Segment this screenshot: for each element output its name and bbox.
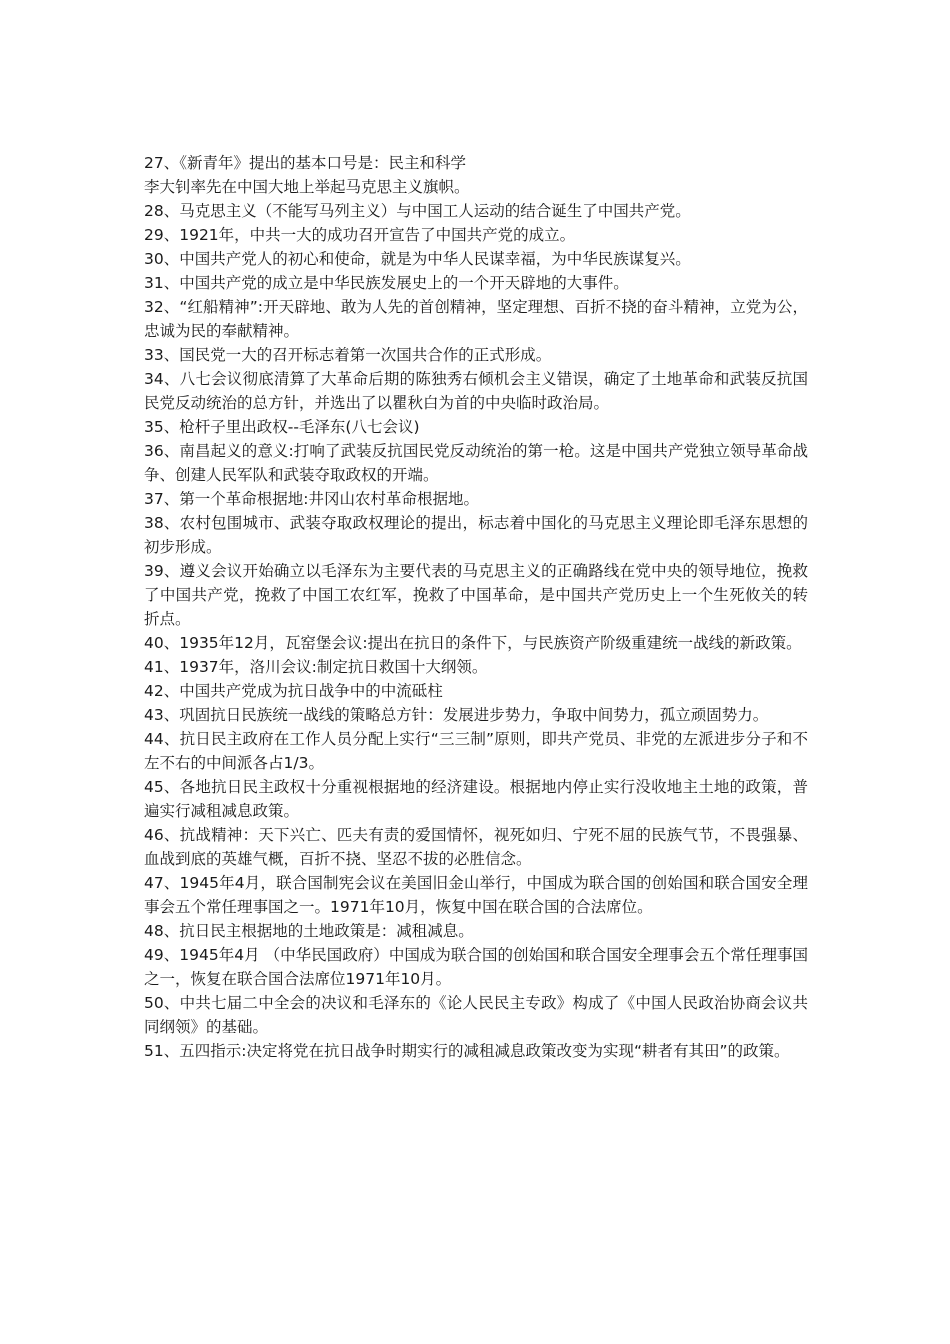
paragraph-27: 27、《新青年》提出的基本口号是：民主和科学: [144, 154, 466, 172]
paragraph-40: 40、1935年12月，瓦窑堡会议:提出在抗日的条件下，与民族资产阶级重建统一战线的新政策。: [144, 634, 802, 652]
paragraph-27-continued: 李大钊率先在中国大地上举起马克思主义旗帜。: [144, 178, 470, 196]
paragraph-42: 42、中国共产党成为抗日战争中的中流砥柱: [144, 682, 443, 700]
paragraph-44: 44、抗日民主政府在工作人员分配上实行“三三制”原则，即共产党员、非党的左派进步分子和不左不右的中间派各占1/3。: [144, 730, 808, 772]
paragraph-35: 35、枪杆子里出政权--毛泽东(八七会议): [144, 418, 420, 436]
paragraph-43: 43、巩固抗日民族统一战线的策略总方针：发展进步势力，争取中间势力，孤立顽固势力。: [144, 706, 769, 724]
document-body: [144, 151, 808, 1063]
paragraph-46: 46、抗战精神：天下兴亡、匹夫有责的爱国情怀，视死如归、宁死不屈的民族气节，不畏强暴、血战到底的英雄气概，百折不挠、坚忍不拔的必胜信念。: [144, 826, 808, 868]
paragraph-34: 34、八七会议彻底清算了大革命后期的陈独秀右倾机会主义错误，确定了土地革命和武装反抗国民党反动统治的总方针，并选出了以瞿秋白为首的中央临时政治局。: [144, 370, 808, 412]
paragraph-36: 36、南昌起义的意义:打响了武装反抗国民党反动统治的第一枪。这是中国共产党独立领导革命战争、创建人民军队和武装夺取政权的开端。: [144, 442, 808, 484]
paragraph-45: 45、各地抗日民主政权十分重视根据地的经济建设。根据地内停止实行没收地主土地的政策，普遍实行减租减息政策。: [144, 778, 808, 820]
paragraph-48: 48、抗日民主根据地的土地政策是：减租减息。: [144, 922, 474, 940]
paragraph-33: 33、国民党一大的召开标志着第一次国共合作的正式形成。: [144, 346, 552, 364]
paragraph-37: 37、第一个革命根据地:井冈山农村革命根据地。: [144, 490, 479, 508]
paragraph-47: 47、1945年4月，联合国制宪会议在美国旧金山举行，中国成为联合国的创始国和联合国安全理事会五个常任理事国之一。1971年10月，恢复中国在联合国的合法席位。: [144, 874, 808, 916]
paragraph-39: 39、遵义会议开始确立以毛泽东为主要代表的马克思主义的正确路线在党中央的领导地位，挽救了中国共产党，挽救了中国工农红军，挽救了中国革命，是中国共产党历史上一个生死攸关的转折点。: [144, 562, 808, 628]
paragraph-31: 31、中国共产党的成立是中华民族发展史上的一个开天辟地的大事件。: [144, 274, 629, 292]
paragraph-32: 32、“红船精神”:开天辟地、敢为人先的首创精神，坚定理想、百折不挠的奋斗精神，立党为公，忠诚为民的奉献精神。: [144, 298, 808, 340]
paragraph-29: 29、1921年，中共一大的成功召开宣告了中国共产党的成立。: [144, 226, 576, 244]
paragraph-41: 41、1937年，洛川会议:制定抗日救国十大纲领。: [144, 658, 488, 676]
paragraph-38: 38、农村包围城市、武装夺取政权理论的提出，标志着中国化的马克思主义理论即毛泽东思想的初步形成。: [144, 514, 808, 556]
paragraph-30: 30、中国共产党人的初心和使命，就是为中华人民谋幸福，为中华民族谋复兴。: [144, 250, 691, 268]
paragraph-51: 51、五四指示:决定将党在抗日战争时期实行的减租减息政策改变为实现“耕者有其田”的政策。: [144, 1042, 790, 1060]
paragraph-50: 50、中共七届二中全会的决议和毛泽东的《论人民民主专政》构成了《中国人民政治协商会议共同纲领》的基础。: [144, 994, 808, 1036]
paragraph-49: 49、1945年4月 （中华民国政府）中国成为联合国的创始国和联合国安全理事会五个常任理事国之一，恢复在联合国合法席位1971年10月。: [144, 946, 808, 988]
paragraph-28: 28、马克思主义（不能写马列主义）与中国工人运动的结合诞生了中国共产党。: [144, 202, 691, 220]
